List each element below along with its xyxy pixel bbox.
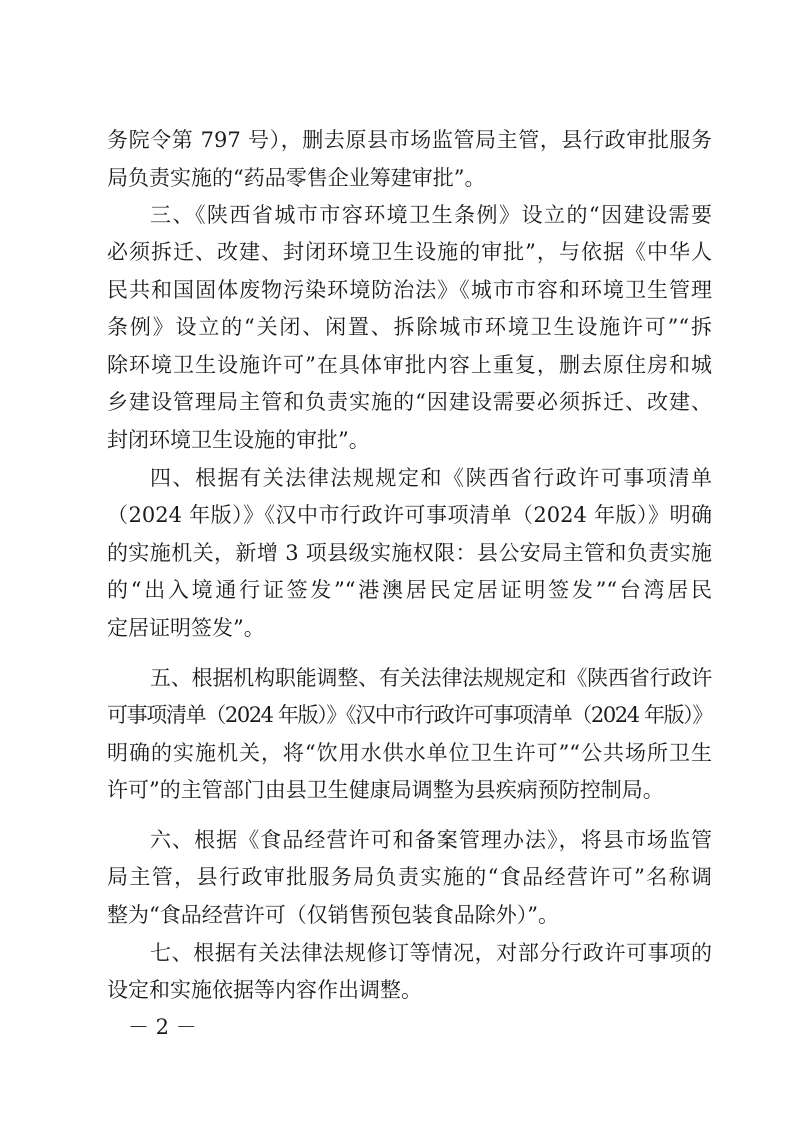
text-line: 五、根据机构职能调整、有关法律法规规定和《陕西省行政许 [150,666,712,690]
text-line: 四、根据有关法律法规规定和《陕西省行政许可事项清单 [150,466,712,490]
text-line: 封闭环境卫生设施的审批”。 [107,428,370,452]
text-line: 局主管，县行政审批服务局负责实施的“食品经营许可”名称调 [107,865,712,889]
text-line: 乡建设管理局主管和负责实施的“因建设需要必须拆迁、改建、 [107,390,712,414]
text-line: 明确的实施机关，将“饮用水供水单位卫生许可”“公共场所卫生 [107,741,712,765]
text-line: 的“出入境通行证签发”“港澳居民定居证明签发”“台湾居民 [107,578,712,602]
page-number: － 2 － [128,1015,197,1039]
text-line: （2024 年版）》《汉中市行政许可事项清单（2024 年版）》明确 [107,503,712,527]
text-line: 必须拆迁、改建、封闭环境卫生设施的审批”，与依据《中华人 [107,240,712,264]
text-line: 民共和国固体废物污染环境防治法》《城市市容和环境卫生管理 [107,278,712,302]
text-line: 的实施机关，新增 3 项县级实施权限：县公安局主管和负责实施 [107,541,712,565]
text-line: 务院令第 797 号），删去原县市场监管局主管，县行政审批服务 [107,128,712,152]
text-line: 七、根据有关法律法规修订等情况，对部分行政许可事项的 [150,941,712,965]
text-line: 可事项清单（2024 年版）》《汉中市行政许可事项清单（2024 年版）》 [107,703,712,727]
text-line: 除环境卫生设施许可”在具体审批内容上重复，删去原住房和城 [107,353,712,377]
text-line: 定居证明签发”。 [107,616,265,640]
text-line: 许可”的主管部门由县卫生健康局调整为县疾病预防控制局。 [107,778,664,802]
text-line: 条例》设立的“关闭、闲置、拆除城市环境卫生设施许可”“拆 [107,315,712,339]
text-line: 六、根据《食品经营许可和备案管理办法》，将县市场监管 [150,828,712,852]
text-line: 局负责实施的“药品零售企业筹建审批”。 [107,166,486,190]
text-line: 整为“食品经营许可（仅销售预包装食品除外）”。 [107,903,559,927]
text-line: 设定和实施依据等内容作出调整。 [107,978,422,1002]
text-line: 三、《陕西省城市市容环境卫生条例》设立的“因建设需要 [150,203,712,227]
